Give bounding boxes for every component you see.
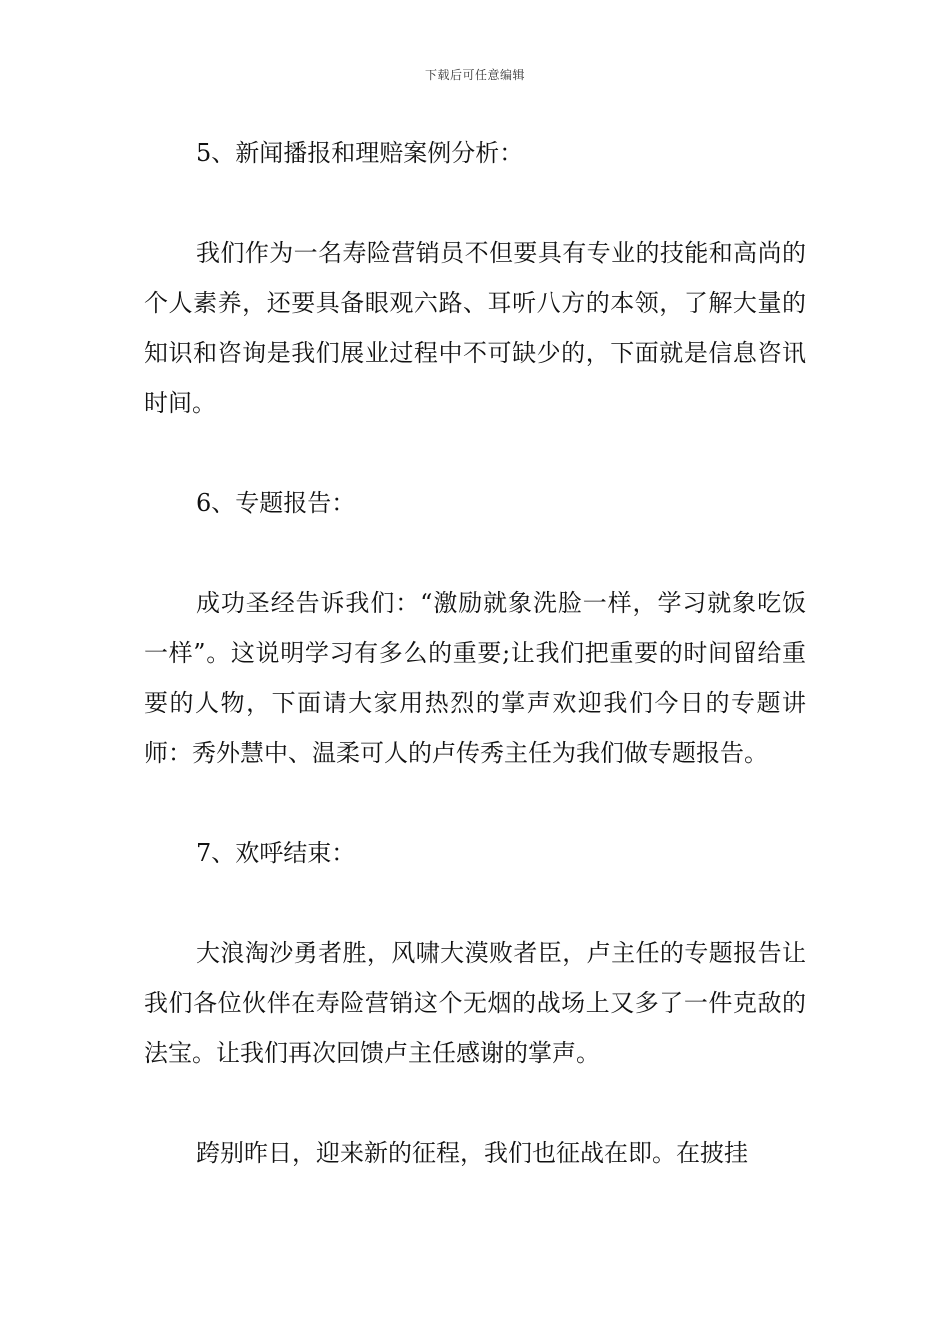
section-paragraph-5: 我们作为一名寿险营销员不但要具有专业的技能和高尚的个人素养，还要具备眼观六路、耳听八方的本领，了解大量的知识和咨询是我们展业过程中不可缺少的，下面就是信息咨讯时间。	[144, 239, 806, 417]
page-header: 下载后可任意编辑	[424, 68, 525, 82]
section-paragraph-6: 成功圣经告诉我们：“激励就象洗脸一样，学习就象吃饭一样”。这说明学习有多么的重要;让我们把重要的时间留给重要的人物，下面请大家用热烈的掌声欢迎我们今日的专题讲师：秀外慧中、温柔可人的卢传秀主任为我们做专题报告。	[144, 589, 806, 767]
section-heading-7: 7、欢呼结束：	[196, 839, 356, 867]
closing-paragraph: 跨别昨日，迎来新的征程，我们也征战在即。在披挂	[196, 1139, 748, 1167]
section-heading-5: 5、新闻播报和理赔案例分析：	[196, 139, 524, 167]
section-paragraph-7: 大浪淘沙勇者胜，风啸大漠败者臣，卢主任的专题报告让我们各位伙伴在寿险营销这个无烟的战场上又多了一件克敌的法宝。让我们再次回馈卢主任感谢的掌声。	[144, 939, 806, 1067]
section-heading-6: 6、专题报告：	[196, 489, 356, 517]
document-body	[144, 128, 806, 1178]
